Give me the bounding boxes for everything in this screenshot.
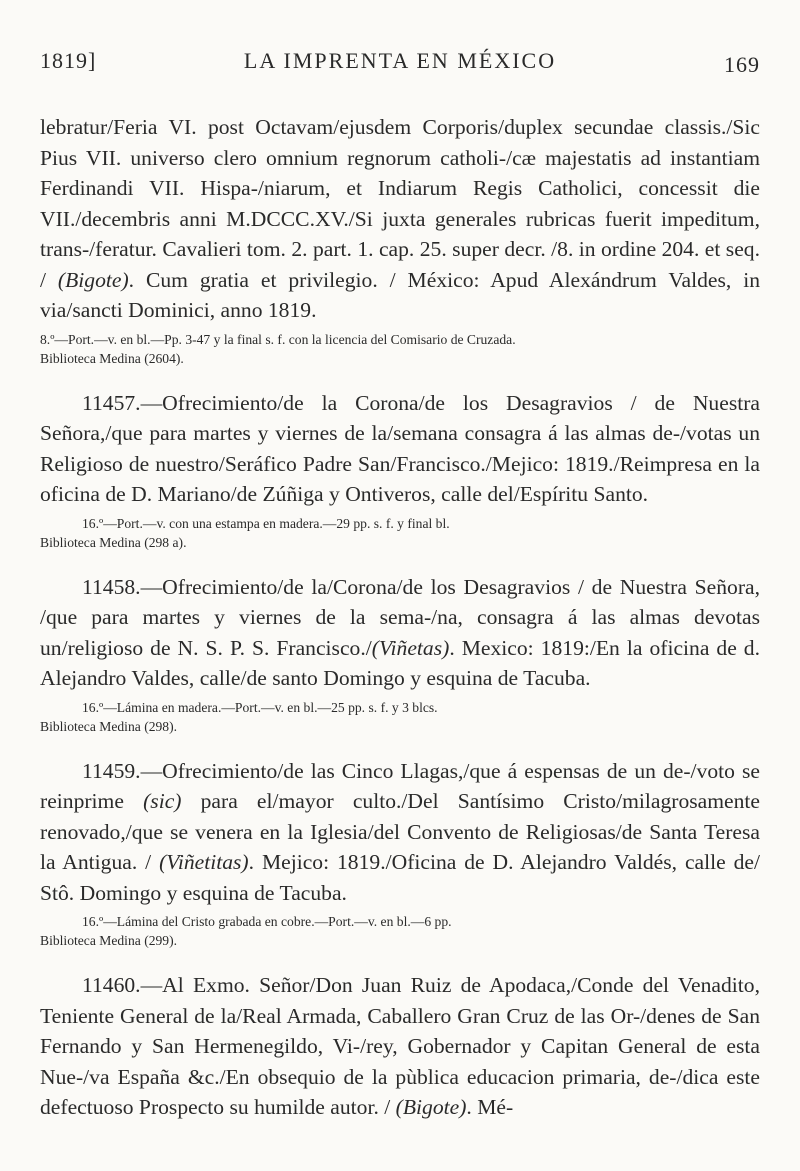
entry-text: 11460.—Al Exmo. Señor/Don Juan Ruiz de Apodaca,/Conde del Venadito, Teniente General de la/Real Armada, Caballero Gran Cruz de las Or-/denes de San Fernando y San Hermenegildo, Vi-/rey, Gobernador y Capitan General de esta Nue-/va España &c./En obsequio de la pùblica educacion primaria, de-/dica este defectuoso Prospecto su humilde autor. / (Bigote). Mé- [40, 973, 760, 1119]
running-header [40, 48, 760, 76]
entry-text: 11458.—Ofrecimiento/de la/Corona/de los Desagravios / de Nuestra Señora, /que para martes y viernes de la sema-/na, consagra á las almas devotas un/religioso de N. S. P. S. Francisco./(Viñetas). Mexico: 1819:/En la oficina de d. Alejandro Valdes, calle/de santo Domingo y esquina de Tacuba. [40, 574, 760, 690]
entry-text: 11459.—Ofrecimiento/de las Cinco Llagas,/que á espensas de un de-/voto se reinprime (sic) para el/mayor culto./Del Santísimo Cristo/milagrosamente renovado,/que se venera en la Iglesia/del Convento de Religiosas/de Santa Teresa la Antigua. / (Viñetitas). Mejico: 1819./Oficina de D. Alejandro Valdés, calle de/ Stô. Domingo y esquina de Tacuba. [40, 758, 760, 905]
entry-text: 11457.—Ofrecimiento/de la Corona/de los Desagravios / de Nuestra Señora,/que para martes y viernes de la/semana consagra á las almas de-/votas un Religioso de nuestro/Seráfico Padre San/Francisco./Mejico: 1819./Reimpresa en la oficina de D. Mariano/de Zúñiga y Ontiveros, calle del/Espíritu Santo. [40, 390, 760, 506]
entry-11457 [40, 388, 760, 552]
entry-note: 16.º—Port.—v. con una estampa en madera.—29 pp. s. f. y final bl. Biblioteca Medina (298 a). [40, 515, 450, 550]
entry-continuation [40, 112, 760, 368]
entry-11460 [40, 970, 760, 1123]
page-body [40, 112, 760, 1123]
entry-note: 16.º—Lámina en madera.—Port.—v. en bl.—25 pp. s. f. y 3 blcs. Biblioteca Medina (298). [40, 699, 438, 734]
entry-text: lebratur/Feria VI. post Octavam/ejusdem Corporis/duplex secundae classis./Sic Pius VII. universo clero omnium regnorum catholi-/cæ majestatis ad instantiam Ferdinandi VII. Hispa-/niarum, et Indiarum Regis Catholici, concessit die VII./decembris anni M.DCCC.XV./Si juxta generales rubricas fuerit impeditum, trans-/feratur. Cavalieri tom. 2. part. 1. cap. 25. super decr. /8. in ordine 204. et seq. / (Bigote). Cum gratia et privilegio. / México: Apud Alexándrum Valdes, in via/sancti Dominici, anno 1819. [40, 115, 760, 322]
entry-note: 8.º—Port.—v. en bl.—Pp. 3-47 y la final s. f. con la licencia del Comisario de Cruzada. Biblioteca Medina (2604). [40, 331, 516, 366]
entry-11459 [40, 756, 760, 951]
page-number: 169 [724, 52, 760, 77]
header-year: 1819] [40, 48, 97, 73]
entry-11458 [40, 572, 760, 736]
header-title: LA IMPRENTA EN MÉXICO [243, 48, 557, 73]
entry-note: 16.º—Lámina del Cristo grabada en cobre.—Port.—v. en bl.—6 pp. Biblioteca Medina (299). [40, 914, 452, 948]
